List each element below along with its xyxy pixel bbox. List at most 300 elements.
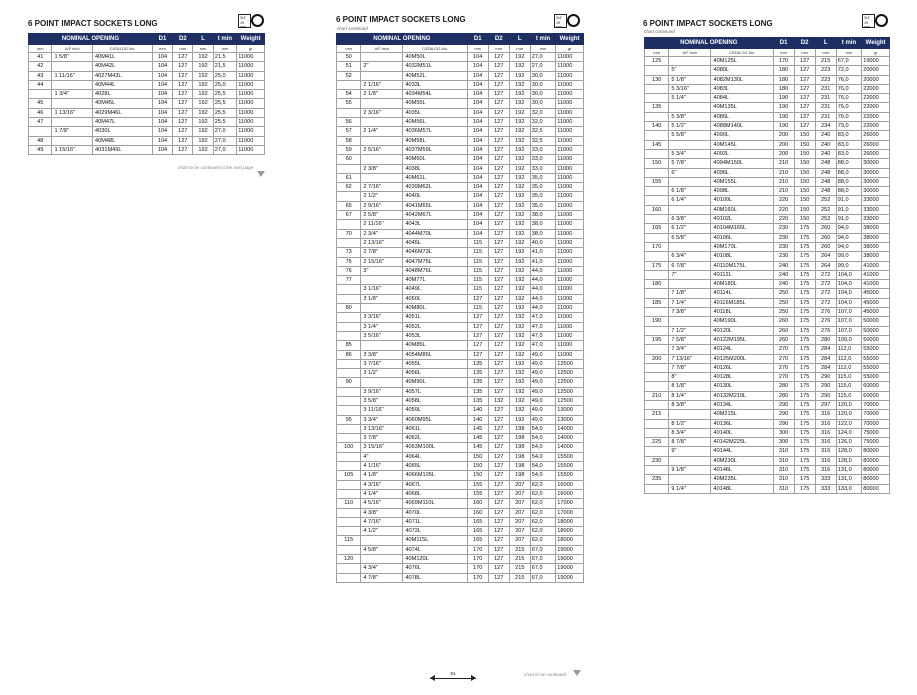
catalog-cell: 4042M67L xyxy=(403,211,467,220)
af-inch-cell: 4 3/16" xyxy=(361,480,403,489)
af-inch-cell: 5 3/4" xyxy=(669,149,711,158)
d2-cell: 175 xyxy=(794,447,815,456)
d2-cell: 127 xyxy=(488,62,509,71)
table-row xyxy=(337,564,584,573)
mm-cell: 48 xyxy=(29,136,52,145)
d1-cell: 135 xyxy=(467,359,488,368)
d2-cell: 175 xyxy=(794,335,815,344)
l-cell: 276 xyxy=(815,317,836,326)
continue-arrow-icon xyxy=(257,171,265,177)
catalog-cell: 40M48L xyxy=(93,136,153,145)
mm-cell xyxy=(337,359,361,368)
d2-cell: 127 xyxy=(488,145,509,154)
table-row xyxy=(645,363,890,372)
af-inch-cell xyxy=(52,80,93,89)
weight-cell: 19000 xyxy=(556,555,584,564)
weight-cell: 41000 xyxy=(862,261,890,270)
table-row xyxy=(645,428,890,437)
d2-cell: 127 xyxy=(488,462,509,471)
d1-cell: 145 xyxy=(467,443,488,452)
catalog-cell: 40148L xyxy=(711,484,773,493)
table-row xyxy=(645,57,890,66)
mm-cell xyxy=(337,424,361,433)
mm-cell: 125 xyxy=(645,57,669,66)
catalog-cell: 40M180L xyxy=(711,280,773,289)
d2-cell: 127 xyxy=(488,118,509,127)
l-cell: 234 xyxy=(815,122,836,131)
weight-cell: 11000 xyxy=(556,192,584,201)
af-inch-cell: 6 3/8" xyxy=(669,215,711,224)
catalog-cell: 40M77L xyxy=(403,276,467,285)
af-inch-cell: 2 1/4" xyxy=(361,127,403,136)
tmin-cell: 115,0 xyxy=(836,373,861,382)
weight-cell: 15500 xyxy=(556,462,584,471)
d2-cell: 127 xyxy=(488,220,509,229)
tmin-cell: 49,0 xyxy=(530,396,555,405)
mm-cell: 180 xyxy=(645,280,669,289)
l-cell: 192 xyxy=(509,238,530,247)
page-title: 6 POINT IMPACT SOCKETS LONG xyxy=(28,19,158,28)
table-row xyxy=(645,122,890,131)
d2-cell: 127 xyxy=(488,406,509,415)
catalog-cell: 40125M200L xyxy=(711,354,773,363)
weight-cell: 20000 xyxy=(862,66,890,75)
af-inch-cell: 4 7/16" xyxy=(361,517,403,526)
weight-cell: 45000 xyxy=(862,308,890,317)
tmin-cell: 122,0 xyxy=(836,419,861,428)
weight-cell: 11000 xyxy=(237,118,265,127)
header-l: L xyxy=(193,34,213,45)
l-cell: 272 xyxy=(815,280,836,289)
l-cell: 192 xyxy=(193,53,213,62)
catalog-cell: 40134L xyxy=(711,400,773,409)
d1-cell: 300 xyxy=(773,438,794,447)
catalog-cell: 4029M46L xyxy=(93,108,153,117)
chart-panel-1 xyxy=(28,14,268,184)
mm-cell: 200 xyxy=(645,354,669,363)
af-inch-cell: 7 7/8" xyxy=(669,363,711,372)
tmin-cell: 88,0 xyxy=(836,187,861,196)
catalog-cell: 4080L xyxy=(711,66,773,75)
l-cell: 316 xyxy=(815,456,836,465)
tmin-cell: 33,0 xyxy=(530,164,555,173)
tmin-cell: 35,0 xyxy=(530,192,555,201)
l-cell: 215 xyxy=(815,57,836,66)
table-row xyxy=(337,406,584,415)
mm-cell: 90 xyxy=(337,378,361,387)
d2-cell: 127 xyxy=(488,90,509,99)
catalog-cell: 40136L xyxy=(711,419,773,428)
l-cell: 192 xyxy=(509,211,530,220)
catalog-cell: 4072L xyxy=(403,527,467,536)
tmin-cell: 62,0 xyxy=(530,536,555,545)
d1-cell: 104 xyxy=(152,71,172,80)
d2-cell: 150 xyxy=(794,177,815,186)
l-cell: 192 xyxy=(509,136,530,145)
d2-cell: 127 xyxy=(173,136,193,145)
table-row xyxy=(337,90,584,99)
chart-continued-note: chart continued xyxy=(337,26,368,31)
catalog-cell: 40106L xyxy=(711,233,773,242)
catalog-cell: 4065L xyxy=(403,462,467,471)
weight-cell: 11000 xyxy=(237,108,265,117)
table-row xyxy=(337,155,584,164)
catalog-cell: 4057L xyxy=(403,387,467,396)
l-cell: 192 xyxy=(509,396,530,405)
table-row xyxy=(645,400,890,409)
tmin-cell: 94,0 xyxy=(836,224,861,233)
mm-cell: 215 xyxy=(645,410,669,419)
mm-cell: 100 xyxy=(337,443,361,452)
table-row xyxy=(645,84,890,93)
table-row xyxy=(645,261,890,270)
weight-cell: 11000 xyxy=(237,62,265,71)
weight-cell: 11000 xyxy=(556,173,584,182)
tmin-cell: 41,0 xyxy=(530,257,555,266)
tmin-cell: 67,0 xyxy=(530,573,555,582)
d2-cell: 150 xyxy=(794,187,815,196)
table-row xyxy=(337,145,584,154)
l-cell: 192 xyxy=(193,71,213,80)
d2-cell: 150 xyxy=(794,205,815,214)
mm-cell: 130 xyxy=(645,75,669,84)
d2-cell: 127 xyxy=(173,80,193,89)
af-inch-cell: 6 1/4" xyxy=(669,196,711,205)
af-inch-cell: 3 7/8" xyxy=(361,434,403,443)
d2-cell: 127 xyxy=(488,517,509,526)
af-inch-cell: 5 3/16" xyxy=(669,84,711,93)
tmin-cell: 94,0 xyxy=(836,242,861,251)
l-cell: 260 xyxy=(815,242,836,251)
l-cell: 231 xyxy=(815,112,836,121)
mm-cell: 42 xyxy=(29,62,52,71)
af-inch-cell xyxy=(361,341,403,350)
d2-cell: 127 xyxy=(488,489,509,498)
af-inch-cell: 5 3/8" xyxy=(669,112,711,121)
af-inch-cell xyxy=(361,276,403,285)
mm-cell xyxy=(645,428,669,437)
weight-cell: 18000 xyxy=(556,536,584,545)
catalog-cell: 40M170L xyxy=(711,242,773,251)
af-inch-cell xyxy=(361,71,403,80)
tmin-cell: 47,0 xyxy=(530,313,555,322)
weight-cell: 17000 xyxy=(556,499,584,508)
d2-cell: 127 xyxy=(488,499,509,508)
tmin-cell: 21,5 xyxy=(213,62,236,71)
table-row xyxy=(337,322,584,331)
weight-cell: 38000 xyxy=(862,224,890,233)
af-inch-cell xyxy=(361,304,403,313)
weight-cell: 30000 xyxy=(862,187,890,196)
mm-cell: 61 xyxy=(337,173,361,182)
socket-ring-icon: 3/4" 19 mm xyxy=(238,14,266,28)
catalog-cell: 40120L xyxy=(711,326,773,335)
l-cell: 248 xyxy=(815,159,836,168)
d2-cell: 127 xyxy=(488,108,509,117)
tmin-cell: 44,0 xyxy=(530,276,555,285)
catalog-cell: 4051L xyxy=(403,313,467,322)
d2-cell: 127 xyxy=(488,508,509,517)
mm-cell: 56 xyxy=(337,118,361,127)
d1-cell: 165 xyxy=(467,527,488,536)
d1-cell: 145 xyxy=(467,424,488,433)
mm-cell xyxy=(337,517,361,526)
d2-cell: 127 xyxy=(488,285,509,294)
mm-cell xyxy=(645,363,669,372)
d1-cell: 104 xyxy=(467,201,488,210)
af-inch-cell: 3 13/16" xyxy=(361,424,403,433)
af-inch-cell: 1 7/8" xyxy=(52,127,93,136)
mm-cell xyxy=(645,326,669,335)
mm-cell: 185 xyxy=(645,298,669,307)
table-row xyxy=(337,294,584,303)
l-cell: 280 xyxy=(815,335,836,344)
weight-cell: 22000 xyxy=(862,84,890,93)
mm-cell: 225 xyxy=(645,438,669,447)
table-row xyxy=(337,313,584,322)
l-cell: 272 xyxy=(815,289,836,298)
tmin-cell: 32,5 xyxy=(530,136,555,145)
l-cell: 252 xyxy=(815,196,836,205)
tmin-cell: 30,0 xyxy=(530,99,555,108)
catalog-cell: 40M47L xyxy=(93,118,153,127)
weight-cell: 22000 xyxy=(862,94,890,103)
l-cell: 198 xyxy=(509,434,530,443)
l-cell: 240 xyxy=(815,149,836,158)
mm-cell xyxy=(337,434,361,443)
catalog-cell: 4074L xyxy=(403,545,467,554)
table-row xyxy=(337,304,584,313)
weight-cell: 11000 xyxy=(556,211,584,220)
catalog-cell: 4049L xyxy=(403,285,467,294)
tmin-cell: 49,0 xyxy=(530,387,555,396)
d1-cell: 104 xyxy=(467,211,488,220)
d1-cell: 135 xyxy=(467,387,488,396)
mm-cell: 73 xyxy=(337,248,361,257)
mm-cell xyxy=(337,508,361,517)
af-inch-cell: 7 1/4" xyxy=(669,298,711,307)
af-inch-cell: 3 3/8" xyxy=(361,350,403,359)
weight-cell: 11000 xyxy=(556,201,584,210)
d2-cell: 175 xyxy=(794,373,815,382)
d1-cell: 180 xyxy=(773,84,794,93)
d2-cell: 127 xyxy=(488,53,509,62)
tmin-cell: 35,0 xyxy=(530,173,555,182)
catalog-cell: 40146L xyxy=(711,466,773,475)
table-row xyxy=(29,90,265,99)
mm-cell: 86 xyxy=(337,350,361,359)
weight-cell: 45000 xyxy=(862,289,890,298)
mm-cell xyxy=(645,94,669,103)
l-cell: 316 xyxy=(815,410,836,419)
l-cell: 192 xyxy=(193,62,213,71)
weight-cell: 30000 xyxy=(862,159,890,168)
table-row xyxy=(645,159,890,168)
d1-cell: 104 xyxy=(467,192,488,201)
table-row xyxy=(337,424,584,433)
tmin-cell: 33,0 xyxy=(530,145,555,154)
table-row xyxy=(337,480,584,489)
weight-cell: 11000 xyxy=(556,220,584,229)
d1-cell: 260 xyxy=(773,317,794,326)
weight-cell: 11000 xyxy=(556,276,584,285)
d1-cell: 190 xyxy=(773,112,794,121)
d2-cell: 175 xyxy=(794,428,815,437)
catalog-cell: 4083L xyxy=(711,84,773,93)
d1-cell: 115 xyxy=(467,285,488,294)
header-d1: D1 xyxy=(152,34,172,45)
tmin-cell: 38,0 xyxy=(530,229,555,238)
mm-cell: 95 xyxy=(337,415,361,424)
mm-cell: 54 xyxy=(337,90,361,99)
mm-cell xyxy=(337,164,361,173)
d1-cell: 240 xyxy=(773,280,794,289)
mm-cell xyxy=(645,252,669,261)
af-inch-cell: 7 3/8" xyxy=(669,308,711,317)
d2-cell: 127 xyxy=(488,434,509,443)
af-inch-cell xyxy=(361,99,403,108)
d2-cell: 175 xyxy=(794,298,815,307)
weight-cell: 11000 xyxy=(556,331,584,340)
weight-cell: 11000 xyxy=(237,99,265,108)
af-inch-cell xyxy=(669,475,711,484)
l-cell: 192 xyxy=(509,350,530,359)
mm-cell xyxy=(337,285,361,294)
d1-cell: 150 xyxy=(467,462,488,471)
d1-cell: 115 xyxy=(467,248,488,257)
table-row xyxy=(645,187,890,196)
table-row xyxy=(337,127,584,136)
tmin-cell: 32,0 xyxy=(530,118,555,127)
tmin-cell: 49,0 xyxy=(530,406,555,415)
mm-cell: 135 xyxy=(645,103,669,112)
weight-cell: 16000 xyxy=(556,489,584,498)
tmin-cell: 99,0 xyxy=(836,261,861,270)
af-inch-cell: 4 1/4" xyxy=(361,489,403,498)
l-cell: 192 xyxy=(509,118,530,127)
af-inch-cell: 6 1/2" xyxy=(669,224,711,233)
d2-cell: 127 xyxy=(173,127,193,136)
d1-cell: 190 xyxy=(773,103,794,112)
d2-cell: 127 xyxy=(488,359,509,368)
weight-cell: 80000 xyxy=(862,447,890,456)
d1-cell: 250 xyxy=(773,289,794,298)
af-inch-cell xyxy=(361,173,403,182)
weight-cell: 13000 xyxy=(556,415,584,424)
catalog-cell: 4062L xyxy=(403,434,467,443)
table-row xyxy=(337,359,584,368)
mm-cell xyxy=(337,406,361,415)
tmin-cell: 38,0 xyxy=(530,220,555,229)
af-inch-cell: 4 5/8" xyxy=(361,545,403,554)
header-weight: Weight xyxy=(862,38,890,49)
l-cell: 284 xyxy=(815,354,836,363)
socket-table-2 xyxy=(336,33,584,583)
tmin-cell: 115,0 xyxy=(836,382,861,391)
tmin-cell: 88,0 xyxy=(836,159,861,168)
chart-panel-3 xyxy=(643,14,893,604)
af-inch-cell: 5 1/4" xyxy=(669,94,711,103)
af-inch-cell xyxy=(361,155,403,164)
tmin-cell: 133,0 xyxy=(836,484,861,493)
weight-cell: 17000 xyxy=(556,508,584,517)
l-cell: 192 xyxy=(509,285,530,294)
catalog-cell: 40112L xyxy=(711,270,773,279)
mm-cell xyxy=(645,308,669,317)
table-row xyxy=(29,62,265,71)
d1-cell: 135 xyxy=(467,396,488,405)
l-cell: 252 xyxy=(815,215,836,224)
tmin-cell: 88,0 xyxy=(836,168,861,177)
d2-cell: 175 xyxy=(794,484,815,493)
tmin-cell: 30,0 xyxy=(530,90,555,99)
table-row xyxy=(645,447,890,456)
weight-cell: 70000 xyxy=(862,410,890,419)
table-row xyxy=(337,266,584,275)
d1-cell: 104 xyxy=(467,136,488,145)
table-row xyxy=(337,415,584,424)
chart-continued-note: chart continued xyxy=(644,29,675,34)
l-cell: 240 xyxy=(815,140,836,149)
weight-cell: 55000 xyxy=(862,363,890,372)
table-row xyxy=(337,434,584,443)
mm-cell: 57 xyxy=(337,127,361,136)
tmin-cell: 76,0 xyxy=(836,84,861,93)
tmin-cell: 120,0 xyxy=(836,410,861,419)
weight-cell: 33000 xyxy=(862,196,890,205)
mm-cell xyxy=(337,564,361,573)
catalog-cell: 4094M150L xyxy=(711,159,773,168)
l-cell: 192 xyxy=(509,369,530,378)
af-inch-cell xyxy=(52,99,93,108)
tmin-cell: 47,0 xyxy=(530,322,555,331)
catalog-cell: 4030L xyxy=(93,127,153,136)
tmin-cell: 25,5 xyxy=(213,108,236,117)
l-cell: 276 xyxy=(815,326,836,335)
mm-cell xyxy=(337,313,361,322)
d1-cell: 220 xyxy=(773,215,794,224)
mm-cell: 170 xyxy=(645,242,669,251)
table-row xyxy=(337,555,584,564)
tmin-cell: 67,0 xyxy=(836,57,861,66)
tmin-cell: 115,0 xyxy=(836,391,861,400)
table-row xyxy=(645,177,890,186)
tmin-cell: 62,0 xyxy=(530,527,555,536)
d2-cell: 127 xyxy=(488,471,509,480)
l-cell: 252 xyxy=(815,205,836,214)
d1-cell: 310 xyxy=(773,466,794,475)
d1-cell: 104 xyxy=(152,80,172,89)
tmin-cell: 104,0 xyxy=(836,270,861,279)
mm-cell xyxy=(337,80,361,89)
l-cell: 192 xyxy=(509,294,530,303)
d2-cell: 175 xyxy=(794,391,815,400)
l-cell: 192 xyxy=(193,145,213,154)
d1-cell: 230 xyxy=(773,242,794,251)
page-title-2: 6 POINT IMPACT SOCKETS LONG xyxy=(336,15,466,24)
l-cell: 264 xyxy=(815,252,836,261)
header-d2: D2 xyxy=(488,34,509,45)
weight-cell: 11000 xyxy=(237,145,265,154)
subheader-unit-gr: gr xyxy=(862,49,890,57)
l-cell: 333 xyxy=(815,484,836,493)
mm-cell: 47 xyxy=(29,118,52,127)
weight-cell: 14000 xyxy=(556,443,584,452)
weight-cell: 11000 xyxy=(556,62,584,71)
tmin-cell: 40,0 xyxy=(530,238,555,247)
l-cell: 192 xyxy=(509,248,530,257)
d1-cell: 170 xyxy=(467,573,488,582)
